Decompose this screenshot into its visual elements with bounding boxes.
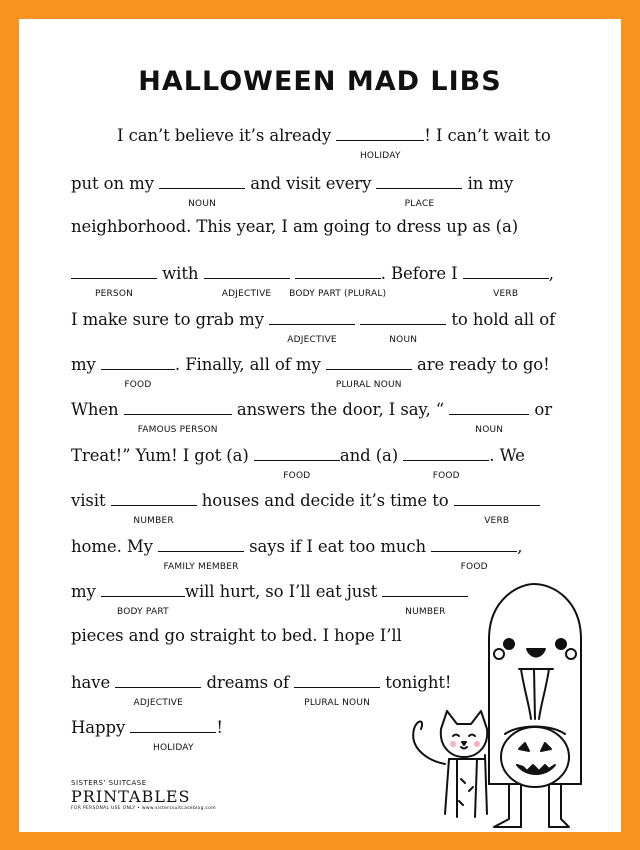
- blank-holiday[interactable]: [130, 716, 216, 753]
- story-text: put on my: [71, 174, 160, 193]
- hint-food: FOOD: [460, 562, 488, 572]
- story-text: houses and decide it’s time to: [196, 491, 454, 510]
- story-text: visit: [71, 491, 111, 510]
- story-text: are ready to go!: [411, 355, 550, 374]
- blank-number[interactable]: [111, 489, 197, 526]
- blank-noun[interactable]: [159, 172, 245, 209]
- brand-logo: [71, 779, 216, 811]
- cat-icon: [413, 711, 487, 817]
- story-line-4: [71, 262, 554, 299]
- blank-verb[interactable]: [463, 262, 549, 299]
- jack-o-lantern-icon: [501, 727, 569, 787]
- story-text: ,: [548, 264, 554, 283]
- hint-adjective: ADJECTIVE: [287, 335, 337, 345]
- story-text: and (a): [339, 446, 404, 465]
- hint-person: PERSON: [94, 289, 134, 299]
- story-text: I can’t believe it’s already: [117, 126, 337, 145]
- story-text: home. My: [71, 537, 159, 556]
- story-text: I make sure to grab my: [71, 310, 270, 329]
- blank-body-part[interactable]: [101, 580, 185, 617]
- story-text: neighborhood. This year, I am going to dress up as (a): [71, 217, 519, 236]
- story-line-2: [71, 172, 514, 209]
- story-text: in my: [462, 174, 514, 193]
- hint-food: FOOD: [283, 471, 311, 481]
- story-line-6: [71, 353, 550, 390]
- blank-family-member[interactable]: [158, 535, 244, 572]
- story-text: will hurt, so I’ll eat just: [184, 582, 383, 601]
- story-text: or: [529, 400, 553, 419]
- brand-name: SISTERS' SUITCASE: [71, 779, 147, 787]
- blank-famous-person[interactable]: [124, 398, 232, 435]
- blank-holiday[interactable]: [336, 124, 424, 161]
- story-text: ,: [517, 537, 523, 556]
- blank-body-part-plural[interactable]: [289, 262, 387, 299]
- hint-adjective: ADJECTIVE: [221, 289, 272, 299]
- brand-footer-note: FOR PERSONAL USE ONLY • www.sisterssuitcaseblog.com: [71, 806, 216, 811]
- hint-holiday: HOLIDAY: [153, 743, 194, 753]
- story-text: tonight!: [380, 673, 452, 692]
- hint-holiday: HOLIDAY: [359, 151, 401, 161]
- story-line-8: [71, 444, 525, 481]
- story-text: ! I can’t wait to: [424, 126, 551, 145]
- ghost-and-cat-illustration: [369, 579, 599, 834]
- blank-person[interactable]: [71, 262, 157, 299]
- story-line-12: [71, 626, 402, 646]
- story-text: . Before I: [380, 264, 463, 283]
- blank-food[interactable]: [254, 444, 340, 481]
- story-text: with: [157, 264, 204, 283]
- story-text: to hold all of: [446, 310, 556, 329]
- story-text: dreams of: [201, 673, 295, 692]
- hint-verb: VERB: [484, 516, 510, 526]
- story-text: . Finally, all of my: [174, 355, 326, 374]
- hint-body-part-plural: BODY PART (PLURAL): [289, 289, 387, 299]
- blank-place[interactable]: [376, 172, 462, 209]
- blank-food[interactable]: [101, 353, 175, 390]
- hint-food: FOOD: [124, 380, 152, 390]
- blank-food[interactable]: [431, 535, 517, 572]
- blank-adjective[interactable]: [269, 308, 355, 345]
- hint-noun: NOUN: [188, 199, 217, 209]
- blank-verb[interactable]: [454, 489, 540, 526]
- blank-food[interactable]: [403, 444, 489, 481]
- story-text: says if I eat too much: [244, 537, 432, 556]
- hint-food: FOOD: [432, 471, 460, 481]
- hint-verb: VERB: [493, 289, 519, 299]
- blank-plural-noun[interactable]: [294, 671, 380, 708]
- story-text: answers the door, I say, “: [231, 400, 450, 419]
- blank-noun[interactable]: [449, 398, 529, 435]
- blank-adjective[interactable]: [115, 671, 201, 708]
- hint-noun: NOUN: [389, 335, 418, 345]
- hint-place: PLACE: [404, 199, 435, 209]
- blank-noun[interactable]: [360, 308, 446, 345]
- story-text: . We: [489, 446, 525, 465]
- hint-family-member: FAMILY MEMBER: [163, 562, 239, 572]
- story-text: my: [71, 355, 101, 374]
- story-text: have: [71, 673, 116, 692]
- story-line-5: [71, 308, 556, 345]
- story-line-7: [71, 398, 553, 435]
- story-line-3: [71, 217, 518, 237]
- story-line-9: [71, 489, 540, 526]
- hint-famous-person: FAMOUS PERSON: [137, 425, 218, 435]
- blank-adjective[interactable]: [204, 262, 290, 299]
- hint-body-part: BODY PART: [117, 607, 169, 617]
- story-text: and visit every: [245, 174, 377, 193]
- story-line-10: [71, 535, 523, 572]
- page-title: HALLOWEEN MAD LIBS: [138, 66, 502, 97]
- hint-adjective: ADJECTIVE: [133, 698, 184, 708]
- story-text: When: [71, 400, 124, 419]
- story-line-14: [71, 716, 223, 753]
- hint-plural-noun: PLURAL NOUN: [335, 380, 402, 390]
- story-text: Happy: [71, 718, 131, 737]
- hint-plural-noun: PLURAL NOUN: [304, 698, 371, 708]
- story-text: !: [216, 718, 223, 737]
- hint-number: NUMBER: [405, 607, 446, 617]
- story-text: Treat!” Yum! I got (a): [71, 446, 254, 465]
- brand-printables: PRINTABLES: [71, 787, 191, 806]
- hint-noun: NOUN: [475, 425, 504, 435]
- story-text: pieces and go straight to bed. I hope I’ll: [71, 626, 402, 645]
- story-text: my: [71, 582, 101, 601]
- story-line-1: [117, 124, 551, 161]
- hint-number: NUMBER: [133, 516, 174, 526]
- blank-plural-noun[interactable]: [326, 353, 412, 390]
